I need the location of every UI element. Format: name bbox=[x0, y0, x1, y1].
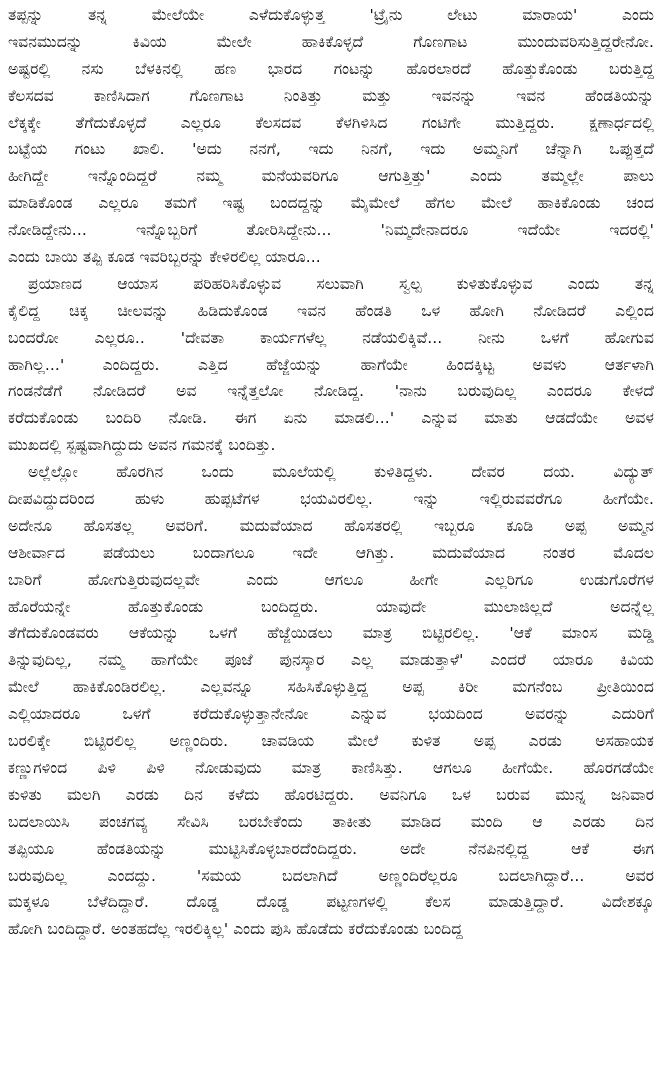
story-text bbox=[8, 2, 654, 943]
paragraph-2 bbox=[8, 271, 654, 459]
text-line: ನೋಡಿದ್ದೇನು... ಇನ್ನೊಬ್ಬರಿಗೆ ತೋರಿಸಿದ್ದೇನು... 'ನಿಮ್ಮದೇನಾದರೂ ಇದೆಯೇ ಇದರಲ್ಲಿ' bbox=[8, 221, 654, 240]
text-line: ಮಾಡಿಕೊಂಡ ಎಲ್ಲರೂ ತಮಗೆ ಇಷ್ಟ ಬಂದದ್ದನ್ನು ಮೈಮೇಲೆ ಹೆಗಲ ಮೇಲೆ ಹಾಕಿಕೊಂಡು ಚಂದ bbox=[8, 194, 654, 213]
text-line: ಆಶೀರ್ವಾದ ಪಡೆಯಲು ಬಂದಾಗಲೂ ಇದೇ ಆಗಿತ್ತು. ಮದುವೆಯಾದ ನಂತರ ಮೊದಲ bbox=[8, 543, 654, 562]
paragraph-3 bbox=[8, 459, 654, 943]
text-line: ತಪ್ಪನ್ನು ತನ್ನ ಮೇಲೆಯೇ ಎಳೆದುಕೊಳ್ಳುತ್ತ 'ಟ್ರೈನು ಲೇಟು ಮಾರಾಯ' ಎಂದು bbox=[8, 6, 654, 24]
text-line: ಇವನಮುದನ್ನು ಕಿವಿಯ ಮೇಲೇ ಹಾಕಿಕೊಳ್ಳದೆ ಗೊಣಗಾಟ ಮುಂದುವರಿಸುತ್ತಿದ್ದರೇನೋ. bbox=[8, 32, 654, 51]
text-line: ಬದಲಾಯಿಸಿ ಪಂಚಗವ್ಯ ಸೇವಿಸಿ ಬರಬೇಕೆಂದು ತಾಕೀತು ಮಾಡಿದ ಮಂದಿ ಆ ಎರಡು ದಿನ bbox=[8, 812, 654, 831]
text-line: ಅದೇನೂ ಹೊಸತಲ್ಲ ಅವರಿಗೆ. ಮದುವೆಯಾದ ಹೊಸತರಲ್ಲಿ ಇಬ್ಬರೂ ಕೂಡಿ ಅಪ್ಪ ಅಮ್ಮನ bbox=[8, 516, 654, 535]
text-line: ಎಂದು ಬಾಯಿ ತಪ್ಪಿ ಕೂಡ ಇವರಿಬ್ಬರನ್ನು ಕೇಳಿರಲಿಲ್ಲ ಯಾರೂ... bbox=[8, 248, 321, 267]
text-line: ಕುಳಿತು ಮಲಗಿ ಎರಡು ದಿನ ಕಳೆದು ಹೊರಟಿದ್ದರು. ಅವನಿಗೂ ಒಳ ಬರುವ ಮುನ್ನ ಜನಿವಾರ bbox=[8, 785, 654, 804]
text-line: ಕರೆದುಕೊಂಡು ಬಂದಿರಿ ನೋಡಿ. ಈಗ ಏನು ಮಾಡಲಿ...' ಎನ್ನುವ ಮಾತು ಆಡದೆಯೇ ಅವಳ bbox=[8, 409, 654, 428]
text-line: ಎಲ್ಲಿಯಾದರೂ ಒಳಗೆ ಕರೆದುಕೊಳ್ಳುತ್ತಾನೇನೋ ಎನ್ನುವ ಭಯದಿಂದ ಅವರನ್ನು ಎದುರಿಗೆ bbox=[8, 705, 654, 724]
text-line: ಬಟ್ಟೆಯ ಗಂಟು ಖಾಲಿ. 'ಅದು ನನಗೆ, ಇದು ನಿನಗೆ, ಇದು ಅಮ್ಮನಿಗೆ ಚೆನ್ನಾಗಿ ಒಪ್ಪುತ್ತದೆ bbox=[8, 140, 654, 159]
text-line: ಕೈಲಿದ್ದ ಚಿಕ್ಕ ಚೀಲವನ್ನು ಹಿಡಿದುಕೊಂಡ ಇವನ ಹೆಂಡತಿ ಒಳ ಹೋಗಿ ನೋಡಿದರೆ ಎಲ್ಲಿಂದ bbox=[8, 301, 654, 320]
text-line: ಗಂಡನೆಡೆಗೆ ನೋಡಿದರೆ ಅವ ಇನ್ನೆತ್ತಲೋ ನೋಡಿದ್ದ. 'ನಾನು ಬರುವುದಿಲ್ಲ ಎಂದರೂ ಕೇಳದೆ bbox=[8, 382, 654, 401]
text-line: ಅಲ್ಲೆಲ್ಲೋ ಹೊರಗಿನ ಒಂದು ಮೂಲೆಯಲ್ಲಿ ಕುಳಿತಿದ್ದಳು. ದೇವರ ದಯ. ವಿದ್ಯುತ್ bbox=[28, 463, 654, 482]
text-line: ತೆಗೆದುಕೊಂಡವರು ಆಕೆಯನ್ನು ಒಳಗೆ ಹೆಜ್ಜೆಯಿಡಲು ಮಾತ್ರ ಬಿಟ್ಟಿರಲಿಲ್ಲ. 'ಆಕೆ ಮಾಂಸ ಮಡ್ಡಿ bbox=[8, 624, 654, 643]
text-line: ಅಷ್ಟರಲ್ಲಿ ನಸು ಬೆಳಕಿನಲ್ಲಿ ಹಣ ಭಾರದ ಗಂಟನ್ನು ಹೊರಲಾರದೆ ಹೊತ್ತುಕೊಂಡು ಬರುತ್ತಿದ್ದ bbox=[8, 59, 654, 78]
text-line: ಬರುವುದಿಲ್ಲ ಎಂದದ್ದು. 'ಸಮಯ ಬದಲಾಗಿದೆ ಅಣ್ಣಂದಿರೆಲ್ಲರೂ ಬದಲಾಗಿದ್ದಾರೆ... ಅವರ bbox=[8, 866, 654, 885]
text-line: ಬರಲಿಕ್ಕೇ ಬಿಟ್ಟಿರಲಿಲ್ಲ ಅಣ್ಣಂದಿರು. ಚಾವಡಿಯ ಮೇಲೆ ಕುಳಿತ ಅಪ್ಪ ಎರಡು ಅಸಹಾಯಕ bbox=[8, 732, 654, 751]
text-line: ಪ್ರಯಾಣದ ಆಯಾಸ ಪರಿಹರಿಸಿಕೊಳ್ಳುವ ಸಲುವಾಗಿ ಸ್ವಲ್ಪ ಕುಳಿತುಕೊಳ್ಳುವ ಎಂದು ತನ್ನ bbox=[28, 274, 654, 293]
text-line: ದೀಪವಿದ್ದುದರಿಂದ ಹುಳು ಹುಪ್ಪಟೆಗಳ ಭಯವಿರಲಿಲ್ಲ. ಇನ್ನು ಇಲ್ಲಿರುವವರೆಗೂ ಹೀಗೆಯೇ. bbox=[8, 490, 654, 509]
text-line: ಮಕ್ಕಳೂ ಬೆಳೆದಿದ್ದಾರೆ. ದೊಡ್ಡ ದೊಡ್ಡ ಪಟ್ಟಣಗಳಲ್ಲಿ ಕೆಲಸ ಮಾಡುತ್ತಿದ್ದಾರೆ. ವಿದೇಶಕ್ಕೂ bbox=[8, 893, 654, 912]
text-line: ಬಾರಿಗೆ ಹೋಗುತ್ತಿರುವುದಲ್ಲವೇ ಎಂದು ಆಗಲೂ ಹೀಗೇ ಎಲ್ಲರಿಗೂ ಉಡುಗೊರೆಗಳ bbox=[8, 570, 654, 589]
text-line: ಮೇಲೆ ಹಾಕಿಕೊಂಡಿರಲಿಲ್ಲ. ಎಲ್ಲವನ್ನೂ ಸಹಿಸಿಕೊಳ್ಳುತ್ತಿದ್ದ ಅಪ್ಪ ಕಿರೀ ಮಗನೆಂಬ ಪ್ರೀತಿಯಿಂದ bbox=[8, 678, 654, 697]
text-line: ಮುಖದಲ್ಲಿ ಸ್ಪಷ್ಟವಾಗಿದ್ದುದು ಅವನ ಗಮನಕ್ಕೆ ಬಂದಿತ್ತು. bbox=[8, 436, 276, 455]
text-line: ಕೆಲಸದವ ಕಾಣಿಸಿದಾಗ ಗೊಣಗಾಟ ನಿಂತಿತ್ತು ಮತ್ತು ಇವನನ್ನು ಇವನ ಹೆಂಡತಿಯನ್ನು bbox=[8, 86, 654, 105]
text-line: ಬಂದರೋ ಎಲ್ಲರೂ.. 'ದೇವತಾ ಕಾರ್ಯಗಳೆಲ್ಲ ನಡೆಯಲಿಕ್ಕಿವೆ... ನೀನು ಒಳಗೆ ಹೋಗುವ bbox=[8, 328, 654, 347]
text-line: ಹಾಗಿಲ್ಲ...' ಎಂದಿದ್ದರು. ಎತ್ತಿದ ಹೆಜ್ಜೆಯನ್ನು ಹಾಗೆಯೇ ಹಿಂದಕ್ಕಿಟ್ಟ ಅವಳು ಆರ್ತಳಾಗಿ bbox=[8, 355, 654, 374]
text-line: ತಿನ್ನುವುದಿಲ್ಲ, ನಮ್ಮ ಹಾಗೆಯೇ ಪೂಜೆ ಪುನಸ್ಕಾರ ಎಲ್ಲ ಮಾಡುತ್ತಾಳೆ' ಎಂದರೆ ಯಾರೂ ಕಿವಿಯ bbox=[8, 651, 654, 670]
paragraph-1 bbox=[8, 2, 654, 271]
text-line: ತಪ್ಪಿಯೂ ಹೆಂಡತಿಯನ್ನು ಮುಟ್ಟಿಸಿಕೊಳ್ಳಬಾರದೆಂದಿದ್ದರು. ಅದೇ ನೆನಪಿನಲ್ಲಿದ್ದ ಆಕೆ ಈಗ bbox=[8, 839, 654, 858]
text-line: ಹೀಗಿದ್ದೇ ಇನ್ನೊಂದಿದ್ದರೆ ನಮ್ಮ ಮನೆಯವರಿಗೂ ಆಗುತ್ತಿತ್ತು' ಎಂದು ತಮ್ಮಲ್ಲೇ ಪಾಲು bbox=[8, 167, 654, 186]
text-line: ಲೆಕ್ಕಕ್ಕೇ ತೆಗೆದುಕೊಳ್ಳದೆ ಎಲ್ಲರೂ ಕೆಲಸದವ ಕೆಳಗಿಳಿಸಿದ ಗಂಟಿಗೇ ಮುತ್ತಿದ್ದರು. ಕ್ಷಣಾರ್ಧದಲ್ಲಿ bbox=[8, 113, 654, 132]
text-line: ಕಣ್ಣುಗಳಿಂದ ಪಿಳಿ ಪಿಳಿ ನೋಡುವುದು ಮಾತ್ರ ಕಾಣಿಸಿತ್ತು. ಆಗಲೂ ಹೀಗೆಯೇ. ಹೊರಗಡೆಯೇ bbox=[8, 758, 654, 777]
text-line: ಹೊರೆಯನ್ನೇ ಹೊತ್ತುಕೊಂಡು ಬಂದಿದ್ದರು. ಯಾವುದೇ ಮುಲಾಜಿಲ್ಲದೆ ಅದನ್ನೆಲ್ಲ bbox=[8, 597, 654, 616]
text-line: ಹೋಗಿ ಬಂದಿದ್ದಾರೆ. ಅಂತಹದೆಲ್ಲ ಇರಲಿಕ್ಕಿಲ್ಲ' ಎಂದು ಪುಸಿ ಹೊಡೆದು ಕರೆದುಕೊಂಡು ಬಂದಿದ್ದ bbox=[8, 920, 463, 939]
